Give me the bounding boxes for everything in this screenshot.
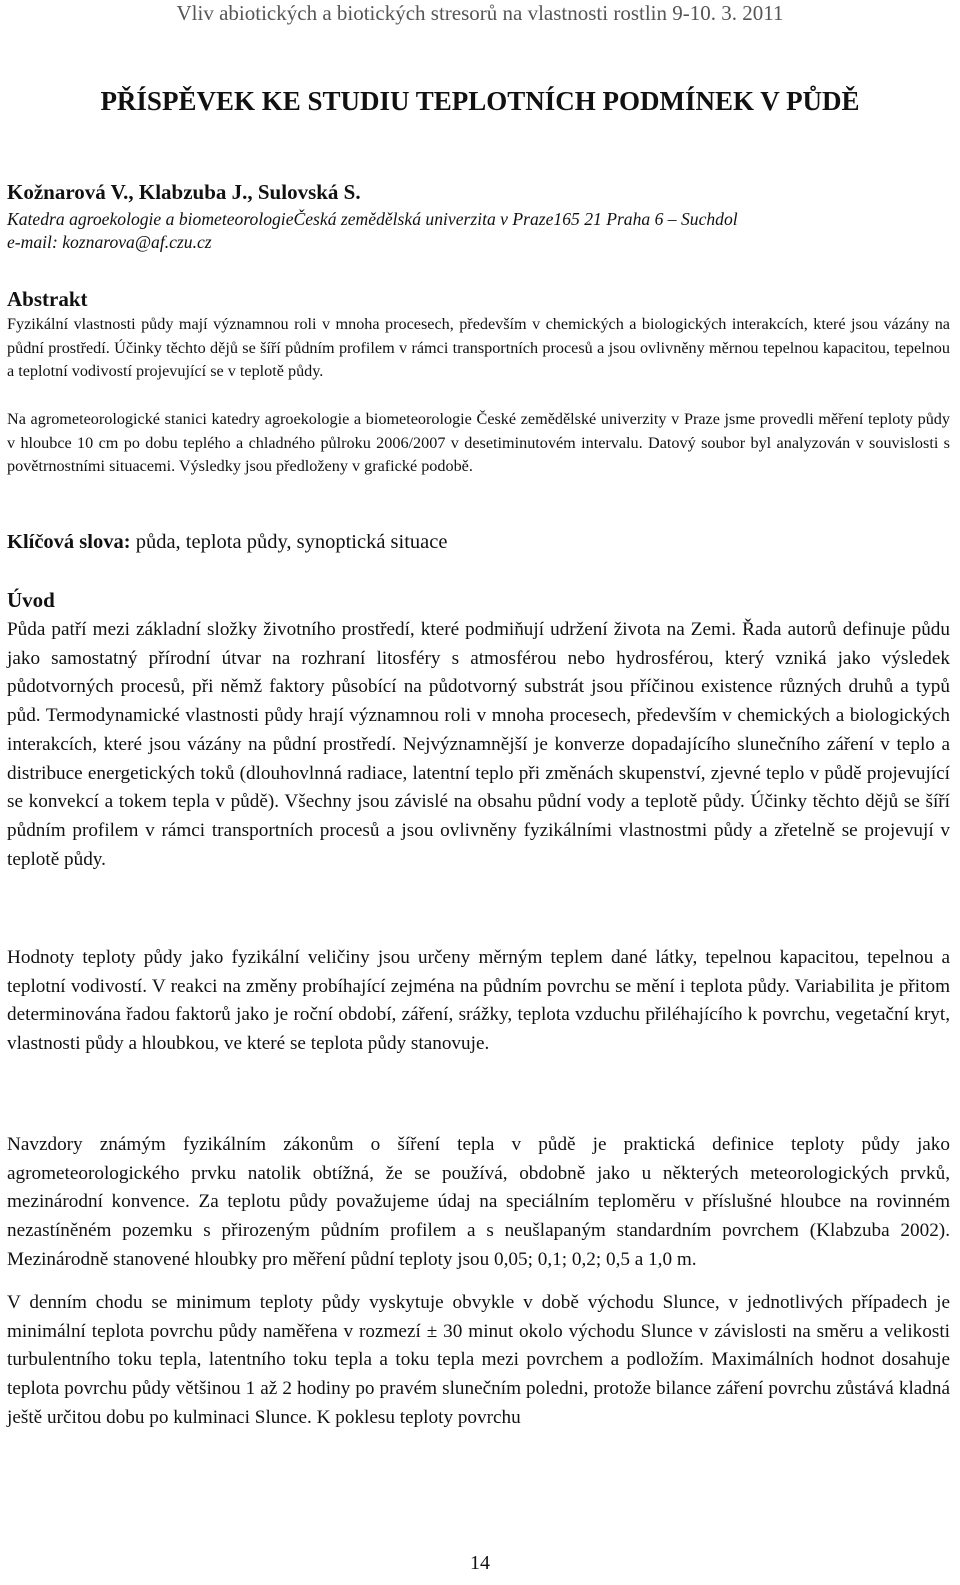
keywords-text: půda, teplota půdy, synoptická situace — [130, 531, 448, 553]
keywords-label: Klíčová slova: — [7, 531, 131, 553]
intro-heading: Úvod — [7, 588, 55, 612]
body-paragraph: Hodnoty teploty půdy jako fyzikální veličiny jsou určeny měrným teplem dané látky, tepelnou kapacitou, tepelnou a teplotní vodivostí. V reakci na změny probíhající zejména na půdním povrchu se mění i teplota půdy. Variabilita je přitom determinována řadou faktorů jako je roční období, záření, srážky, teplota vzduchu přiléhajícího k povrchu, vegetační kryt, vlastnosti půdy a hloubkou, ve které se teplota půdy stanovuje. — [7, 947, 950, 1055]
body-paragraph: Půda patří mezi základní složky životního prostředí, které podmiňují udržení života na Zemi. Řada autorů definuje půdu jako samostatný přírodní útvar na rozhraní litosféry s atmosférou nebo hydrosférou, který vzniká jako výsledek půdotvorných procesů, při němž faktory působící na půdotvorný substrát jsou příčinou existence různých druhů a typů půd. Termodynamické vlastnosti půdy hrají významnou roli v mnoha procesech, především v chemických a biologických interakcích, které jsou vázány na půdní prostředí. Nejvýznamnější je konverze dopadajícího slunečního záření v teplo a distribuce energetických toků (dlouhovlnná radiace, latentní teplo při změnách skupenství, zjevné teplo v půdě projevující se konvekcí a tokem tepla v půdě). Všechny jsou závislé na obsahu půdní vody a teplotě půdy. Účinky těchto dějů se šíří půdním profilem v rámci transportních procesů a jsou ovlivněny fyzikálními vlastnostmi půdy a zřetelně se projevují v teplotě půdy. — [7, 619, 950, 870]
abstract-paragraph: Fyzikální vlastnosti půdy mají významnou roli v mnoha procesech, především v chemických a biologických interakcích, které jsou vázány na půdní prostředí. Účinky těchto dějů se šíří půdním profilem v rámci transportních procesů a jsou ovlivněny měrnou tepelnou kapacitou, tepelnou a teplotní vodivostí projevující se v teplotě půdy. — [7, 315, 950, 381]
running-header: Vliv abiotických a biotických stresorů na vlastnosti rostlin 9-10. 3. 2011 — [176, 1, 784, 25]
affiliation: Katedra agroekologie a biometeorologieČeská zemědělská univerzita v Praze165 21 Praha 6 – Suchdol — [7, 209, 738, 229]
keywords — [7, 531, 447, 554]
email: e-mail: koznarova@af.czu.cz — [7, 232, 212, 252]
body-paragraph: Navzdory známým fyzikálním zákonům o šíření tepla v půdě je praktická definice teploty půdy jako agrometeorologického prvku natolik obtížná, že se používá, obdobně jako u některých meteorologických prvků, mezinárodní konvence. Za teplotu půdy považujeme údaj na speciálním teploměru v příslušné hloubce na rovinném nezastíněném pozemku s přirozeným půdním profilem a s neušlapaným standardním povrchem (Klabzuba 2002). Mezinárodně stanovené hloubky pro měření půdní teploty jsou 0,05; 0,1; 0,2; 0,5 a 1,0 m. — [7, 1134, 950, 1270]
paper-title: PŘÍSPĚVEK KE STUDIU TEPLOTNÍCH PODMÍNEK V PŮDĚ — [100, 86, 860, 116]
abstract-heading: Abstrakt — [7, 287, 88, 311]
authors: Kožnarová V., Klabzuba J., Sulovská S. — [7, 180, 361, 204]
page-number: 14 — [470, 1552, 490, 1574]
abstract-paragraph: Na agrometeorologické stanici katedry agroekologie a biometeorologie České zemědělské univerzity v Praze jsme provedli měření teploty půdy v hloubce 10 cm po dobu teplého a chladného půlroku 2006/2007 v desetiminutovém intervalu. Datový soubor byl analyzován v souvislosti s povětrnostními situacemi. Výsledky jsou předloženy v grafické podobě. — [7, 410, 950, 476]
body-paragraph: V denním chodu se minimum teploty půdy vyskytuje obvykle v době východu Slunce, v jednotlivých případech je minimální teplota povrchu půdy naměřena v rozmezí ± 30 minut okolo východu Slunce v závislosti na směru a velikosti turbulentního toku tepla, latentního toku tepla a toku tepla mezi povrchem a podložím. Maximálních hodnot dosahuje teplota povrchu půdy většinou 1 až 2 hodiny po pravém slunečním poledni, protože bilance záření povrchu zůstává kladná ještě určitou dobu po kulminaci Slunce. K poklesu teploty povrchu — [7, 1292, 950, 1428]
